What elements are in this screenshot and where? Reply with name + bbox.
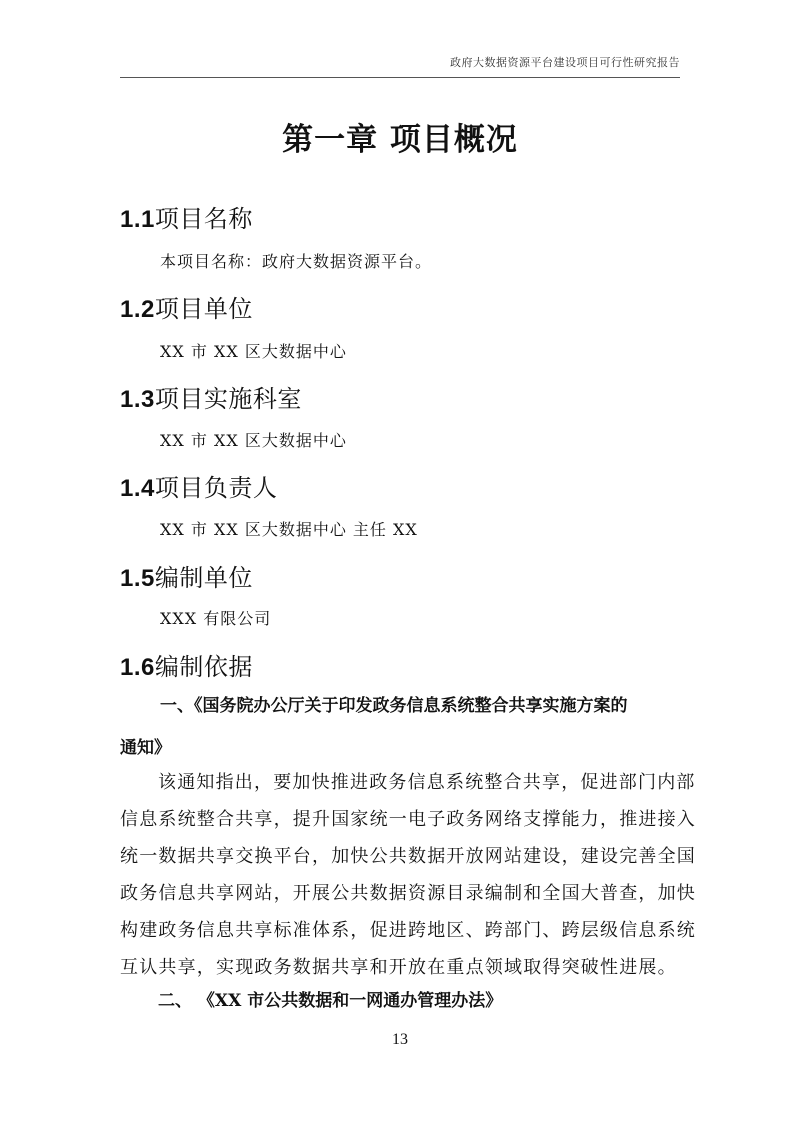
section-heading-1-5 bbox=[120, 558, 253, 593]
section-number: 1.1 bbox=[120, 206, 155, 233]
section-body-1-1: 本项目名称：政府大数据资源平台。 bbox=[160, 252, 433, 271]
running-header: 政府大数据资源平台建设项目可行性研究报告 bbox=[450, 56, 680, 69]
paragraph-line: 统一数据共享交换平台，加快公共数据开放网站建设，建设完善全国 bbox=[120, 846, 696, 867]
basis-item-1-title: 一、《国务院办公厅关于印发政务信息系统整合共享实施方案的 bbox=[160, 696, 628, 716]
section-number: 1.4 bbox=[120, 475, 155, 502]
section-number: 1.5 bbox=[120, 565, 155, 592]
section-title: 项目实施科室 bbox=[154, 385, 302, 413]
header-rule bbox=[120, 77, 680, 78]
section-title: 项目负责人 bbox=[154, 474, 278, 502]
paragraph-line: 该通知指出，要加快推进政务信息系统整合共享，促进部门内部 bbox=[158, 772, 696, 793]
section-number: 1.6 bbox=[120, 654, 155, 681]
chapter-title: 第一章 项目概况 bbox=[282, 122, 518, 158]
section-title: 编制单位 bbox=[154, 564, 253, 592]
section-title: 编制依据 bbox=[154, 653, 253, 681]
paragraph-line: 政务信息共享网站，开展公共数据资源目录编制和全国大普查，加快 bbox=[120, 883, 696, 904]
page-number: 13 bbox=[392, 1031, 408, 1048]
section-body-1-3: XX 市 XX 区大数据中心 bbox=[160, 431, 347, 450]
section-heading-1-3 bbox=[120, 379, 302, 414]
section-heading-1-1 bbox=[120, 199, 253, 234]
section-number: 1.2 bbox=[120, 296, 155, 323]
basis-item-1-title-cont: 通知》 bbox=[120, 738, 171, 758]
paragraph-line: 信息系统整合共享，提升国家统一电子政务网络支撑能力，推进接入 bbox=[120, 809, 696, 830]
section-heading-1-4 bbox=[120, 468, 277, 503]
section-body-1-2: XX 市 XX 区大数据中心 bbox=[160, 342, 347, 361]
section-heading-1-6 bbox=[120, 647, 253, 682]
section-heading-1-2 bbox=[120, 289, 253, 324]
paragraph-line: 互认共享，实现政务数据共享和开放在重点领域取得突破性进展。 bbox=[120, 957, 677, 978]
section-body-1-4: XX 市 XX 区大数据中心 主任 XX bbox=[160, 520, 418, 539]
section-title: 项目单位 bbox=[154, 295, 253, 323]
section-body-1-5: XXX 有限公司 bbox=[160, 609, 272, 628]
section-number: 1.3 bbox=[120, 386, 155, 413]
paragraph-line: 构建政务信息共享标准体系，促进跨地区、跨部门、跨层级信息系统 bbox=[120, 920, 696, 941]
section-title: 项目名称 bbox=[154, 205, 253, 233]
basis-item-2-title: 二、 《XX 市公共数据和一网通办管理办法》 bbox=[158, 991, 503, 1011]
